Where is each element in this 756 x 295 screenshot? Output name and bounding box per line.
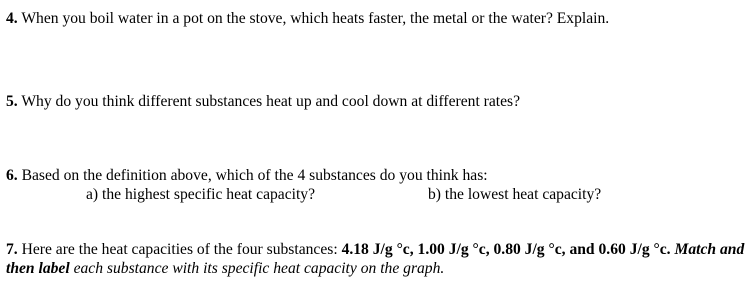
question-6 [6, 166, 488, 185]
question-6-option-a: a) the highest specific heat capacity? [86, 186, 316, 203]
question-7-values: 4.18 J/g °c, 1.00 J/g °c, 0.80 J/g °c, and 0.60 J/g °c. [341, 241, 671, 258]
question-5-number: 5. [6, 93, 18, 110]
question-7-rest: each substance with its specific heat capacity on the graph. [69, 260, 445, 277]
question-7-number: 7. [6, 241, 18, 258]
question-7 [6, 240, 750, 278]
question-4-number: 4. [6, 10, 18, 27]
question-7-match: Match [674, 241, 717, 258]
question-6-text: Based on the definition above, which of the 4 substances do you think has: [17, 167, 488, 184]
question-6-option-b: b) the lowest heat capacity? [428, 186, 602, 203]
question-7-intro: Here are the heat capacities of the four substances: [17, 241, 342, 258]
question-5 [6, 92, 520, 111]
question-5-text: Why do you think different substances heat up and cool down at different rates? [17, 93, 521, 110]
question-7-and-then-label: and then label [6, 241, 745, 277]
question-4-text: When you boil water in a pot on the stove, which heats faster, the metal or the water? Explain. [17, 10, 610, 27]
question-6-number: 6. [6, 167, 18, 184]
question-4 [6, 9, 609, 28]
